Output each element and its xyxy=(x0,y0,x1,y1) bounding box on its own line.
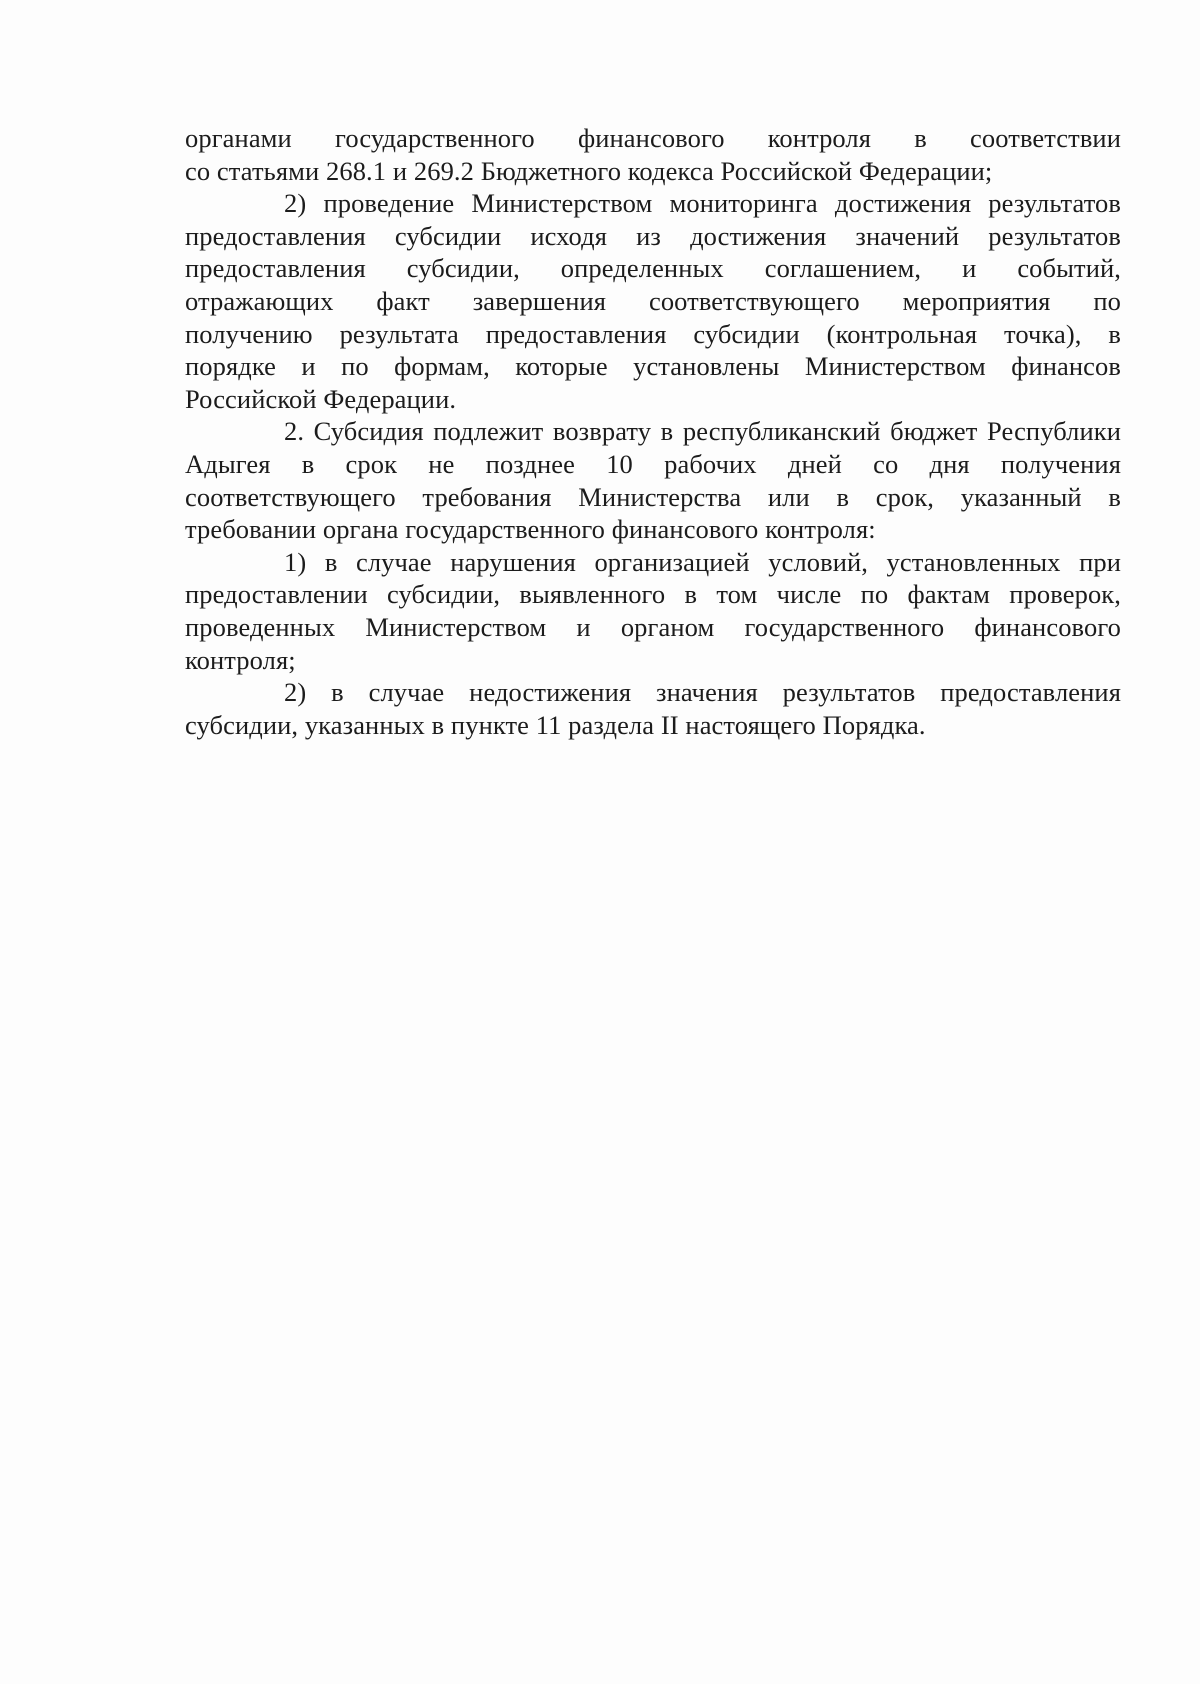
text-line: отражающих факт завершения соответствующего мероприятия по xyxy=(185,285,1121,316)
paragraph-first-line: 2. Субсидия подлежит возврату в республиканский бюджет Республики xyxy=(284,416,1121,447)
document-body-text xyxy=(185,122,1121,741)
paragraph-first-line: 2) проведение Министерством мониторинга достижения результатов xyxy=(284,188,1121,219)
text-line: требовании органа государственного финансового контроля: xyxy=(185,514,876,545)
text-line: предоставления субсидии, определенных соглашением, и событий, xyxy=(185,253,1121,284)
text-line: предоставления субсидии исходя из достижения значений результатов xyxy=(185,220,1121,251)
text-line: органами государственного финансового контроля в соответствии xyxy=(185,123,1121,153)
paragraph-first-line: 1) в случае нарушения организацией условий, установленных при xyxy=(284,546,1121,577)
text-line: предоставлении субсидии, выявленного в том числе по фактам проверок, xyxy=(185,579,1121,610)
text-line: проведенных Министерством и органом государственного финансового xyxy=(185,611,1121,642)
text-line: субсидии, указанных в пункте 11 раздела II настоящего Порядка. xyxy=(185,709,926,740)
text-line: Российской Федерации. xyxy=(185,383,457,414)
text-line: соответствующего требования Министерства или в срок, указанный в xyxy=(185,481,1121,512)
text-line: получению результата предоставления субсидии (контрольная точка), в xyxy=(185,318,1121,349)
text-line: порядке и по формам, которые установлены Министерством финансов xyxy=(185,351,1121,382)
paragraph-first-line: 2) в случае недостижения значения результатов предоставления xyxy=(284,677,1121,708)
text-line: контроля; xyxy=(185,644,296,675)
text-line: со статьями 268.1 и 269.2 Бюджетного кодекса Российской Федерации; xyxy=(185,155,993,186)
text-line: Адыгея в срок не позднее 10 рабочих дней со дня получения xyxy=(185,448,1121,479)
